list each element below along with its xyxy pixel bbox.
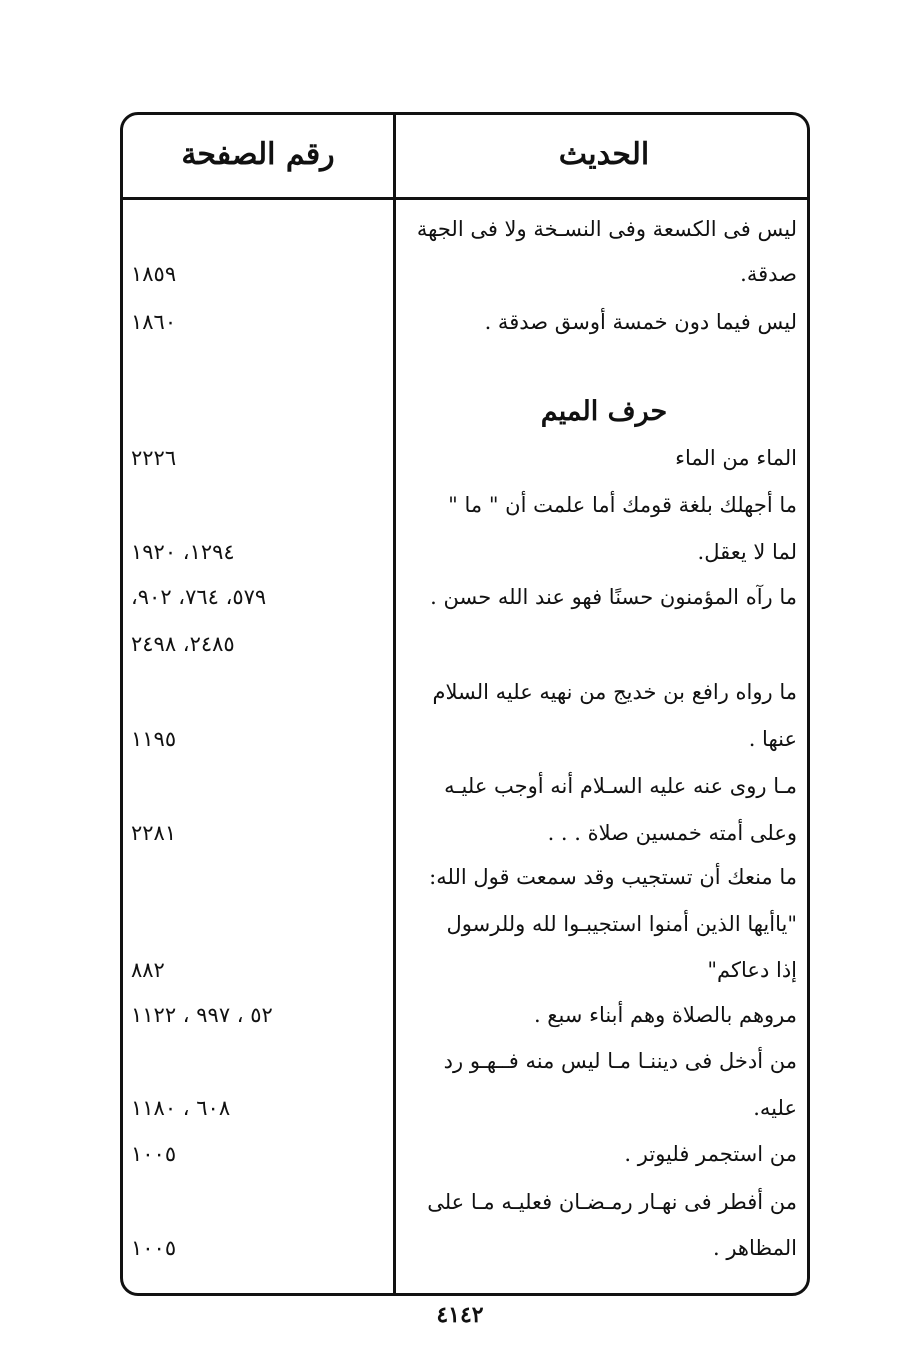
hadith-text: عليه. [753,1096,797,1120]
table-row [123,531,807,573]
page-refs: ٥٢ ، ٩٩٧ ، ١١٢٢ [131,1003,273,1027]
table-row [123,576,807,618]
hadith-text: عنها . [748,727,797,751]
page-refs: ٢٢٢٦ [131,446,177,470]
header-hadith: الحديث [558,137,650,172]
table-row [123,1087,807,1129]
hadith-text: صدقة. [740,262,797,286]
table-row [123,812,807,854]
page-refs: ٥٧٩، ٧٦٤، ٩٠٢، [131,585,267,609]
page-refs: ١١٩٥ [131,727,177,751]
hadith-text: من أدخل فى ديننـا مـا ليس منه فــهـو رد [443,1049,797,1073]
hadith-text: وعلى أمته خمسين صلاة . . . [547,821,797,845]
table-row [123,856,807,898]
page-refs: ١٠٠٥ [131,1236,177,1260]
table-row [123,1040,807,1082]
hadith-text: من استجمر فليوتر . [624,1142,797,1166]
hadith-text: من أفطر فى نهـار رمـضـان فعليـه مـا على [427,1190,797,1214]
table-row [123,301,807,343]
hadith-text: "ياأيها الذين أمنوا استجيبـوا لله وللرسول [446,912,797,936]
hadith-text: ما رآه المؤمنون حسنًا فهو عند الله حسن . [430,585,797,609]
page-refs: ٨٨٢ [131,958,165,982]
table-row [123,437,807,479]
table-row [123,1133,807,1175]
hadith-text: ما أجهلك بلغة قومك أما علمت أن " ما " [448,493,797,517]
page-refs: ٦٠٨ ، ١١٨٠ [131,1096,231,1120]
table-row [123,718,807,760]
table-row [123,994,807,1036]
table-row [123,208,807,250]
table-row [123,671,807,713]
hadith-text: مروهم بالصلاة وهم أبناء سبع . [533,1003,797,1027]
page-refs: ٢٢٨١ [131,821,177,845]
hadith-text: إذا دعاكم" [707,958,797,982]
table-row [123,949,807,991]
page-refs: ٢٤٨٥، ٢٤٩٨ [131,632,235,656]
table-row [123,903,807,945]
table-row [123,623,807,665]
table-row [123,1227,807,1269]
table-row [123,1181,807,1223]
section-title: حرف الميم [540,396,668,427]
table-row [123,253,807,295]
header-divider [123,197,807,200]
page-refs: ١٨٥٩ [131,262,177,286]
page-refs: ١٠٠٥ [131,1142,177,1166]
hadith-text: المظاهر . [712,1236,797,1260]
hadith-text: ليس فى الكسعة وفى النسـخة ولا فى الجهة [416,217,797,241]
hadith-text: مـا روى عنه عليه السـلام أنه أوجب عليـه [444,774,797,798]
page-number: ٤١٤٢ [436,1302,484,1328]
header-page-number: رقم الصفحة [181,137,335,172]
table-row [123,484,807,526]
hadith-text: ما منعك أن تستجيب وقد سمعت قول الله: [429,865,797,889]
page-refs: ١٨٦٠ [131,310,177,334]
table-row [123,765,807,807]
page-refs: ١٢٩٤، ١٩٢٠ [131,540,235,564]
hadith-text: لما لا يعقل. [697,540,797,564]
hadith-text: الماء من الماء [675,446,797,470]
hadith-text: ما رواه رافع بن خديج من نهيه عليه السلام [432,680,797,704]
hadith-text: ليس فيما دون خمسة أوسق صدقة . [484,310,797,334]
index-table [120,112,810,1296]
